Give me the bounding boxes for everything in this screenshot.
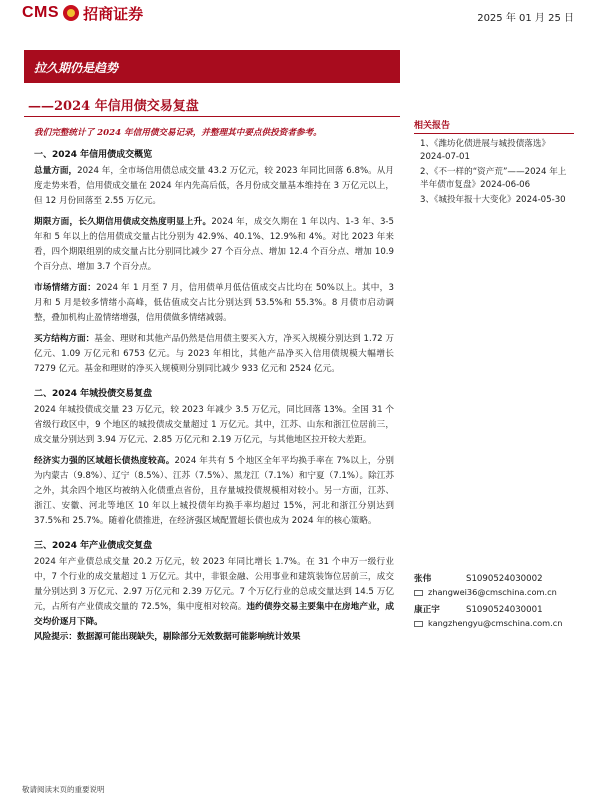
analyst-email-row	[414, 586, 584, 599]
risk-label: 风险提示：	[34, 632, 77, 642]
section-heading-2: 二、2024 年城投债交易复盘	[34, 389, 153, 399]
logo-emblem-icon	[63, 5, 79, 21]
report-link[interactable]: 2、《不一样的“资产荒”——2024 年上半年债市复盘》2024-06-06	[420, 167, 567, 190]
analyst-name: 康正宇	[414, 605, 440, 615]
mail-icon	[414, 590, 423, 596]
paragraph-text: 2024 年共有 5 个地区全年平均换手率在 7%以上，分别为内蒙古（9.8%）、辽宁（8.5%）、江苏（7.5%）、黑龙江（7.1%）和宁夏（7.1%）。除江苏之外，其余四个地区均被纳入化债重点省份，且存量城投债规模相对较小。另一方面，江苏、浙江、安徽、河北等地区 10 年以上城投债年均换手率均超过 15%，河北和浙江分别达到 37.5%和 25.7%。随着化债推进，在经济强区域配置超长债也成为 2024 年的核心策略。	[34, 456, 394, 526]
footer-note: 敬请阅读末页的重要说明	[22, 785, 105, 794]
main-content	[34, 126, 394, 651]
paragraph-key: 经济实力强的区域超长债热度较高。	[34, 456, 175, 466]
analyst-row	[414, 604, 584, 617]
paragraph-regional	[34, 454, 394, 529]
paragraph-key: 违约债券交易主要集中在房地产业，成交均价逐月下降。	[34, 602, 394, 627]
topic-banner	[24, 50, 400, 83]
analyst-name: 张伟	[414, 574, 432, 584]
title-divider	[24, 116, 400, 117]
logo-chinese: 招商证券	[83, 4, 144, 23]
paragraph-industry	[34, 555, 394, 645]
paragraph-text: 2024 年，成交久期在 1 年以内、1-3 年、3-5 年和 5 年以上的信用债成交量占比分别为 42.9%、40.1%、12.9%和 4%。对比 2023 年来看，四个期限组别的成交量占比分别同比减少 27 个百分点、增加 12.4 个百分点、增加 10.9 个百分点、增加 3.7 个百分点。	[34, 217, 394, 272]
paragraph-key: 买方结构方面：	[34, 334, 95, 344]
paragraph-text: 基金、理财和其他产品仍然是信用债主要买入方，净买入规模分别达到 1.72 万亿元、1.09 万亿元和 6753 亿元。与 2023 年相比，其他产品净买入信用债规模大幅增长 7279 亿元。基金和理财的净买入规模则分别同比减少 933 亿元和 2524 亿元。	[34, 334, 394, 374]
report-date: 2025 年 01 月 25 日	[477, 13, 574, 24]
mail-icon	[414, 621, 423, 627]
paragraph-buyers	[34, 332, 394, 377]
report-link[interactable]: 1、《潍坊化债进展与城投债落选》2024-07-01	[420, 139, 551, 162]
page-header	[0, 0, 600, 32]
report-link[interactable]: 3、《城投年报十大变化》2024-05-30	[420, 195, 566, 205]
paragraph-text: 2024 年，全市场信用债总成交量 43.2 万亿元，较 2023 年同比回落 6.8%。从月度走势来看，信用债成交量在 2024 年内先高后低，各月份成交量基本维持在 3 万亿元以上，但 12 月份回落至 2.55 万亿元。	[34, 166, 394, 206]
banner-text: 拉久期仍是趋势	[34, 61, 119, 75]
cms-logo	[22, 2, 143, 24]
lead-summary: 我们完整统计了 2024 年信用债交易记录，并整理其中要点供投资者参考。	[34, 128, 322, 138]
related-reports-heading: 相关报告	[414, 118, 574, 134]
paragraph-key: 期限方面，长久期信用债成交热度明显上升。	[34, 217, 212, 227]
analyst-email[interactable]: kangzhengyu@cmschina.com.cn	[428, 618, 563, 628]
paragraph-chengtou-volume: 2024 年城投债成交量 23 万亿元，较 2023 年减少 3.5 万亿元，同比回落 13%。全国 31 个省级行政区中，9 个地区的城投债成交量超过 1 万亿元。其中，江苏、山东和浙江位居前三，成交量分别达到 3.94 万亿元、2.85 万亿元和 2.19 万亿元，与其他地区拉开较大差距。	[34, 405, 394, 445]
paragraph-key: 总量方面，	[34, 166, 78, 176]
paragraph-text: 2024 年产业债总成交量 20.2 万亿元，较 2023 年同比增长 1.7%。在 31 个申万一级行业中，7 个行业的成交量超过 1 万亿元。其中，非银金融、公用事业和建筑装饰位居前三，成交量分别达到 3 万亿元、2.97 万亿元和 2.39 万亿元。7 个万亿行业的总成交量达到 14.5 万亿元，占所有产业债成交量的 72.5%，集中度相对较高。	[34, 557, 394, 612]
analyst-email[interactable]: zhangwei36@cmschina.com.cn	[428, 587, 557, 597]
analyst-row	[414, 573, 584, 586]
paragraph-key: 市场情绪方面：	[34, 283, 97, 293]
paragraph-sentiment	[34, 281, 394, 326]
related-reports	[414, 118, 574, 209]
paragraph-duration	[34, 215, 394, 275]
section-heading-3: 三、2024 年产业债成交复盘	[34, 541, 153, 551]
paragraph-total-volume	[34, 164, 394, 209]
analyst-id: S1090524030002	[466, 574, 543, 584]
report-title: ——2024 年信用债交易复盘	[28, 99, 199, 114]
logo-latin: CMS	[22, 4, 60, 21]
section-heading-1: 一、2024 年信用债成交概览	[34, 150, 153, 160]
paragraph-text: 2024 年 1 月至 7 月，信用债单月低估值成交占比均在 50%以上。其中，3 月和 5 月是较多情绪小高峰，低估值成交占比分别达到 53.5%和 55.3%。8 月债市启动调整，叠加机构止盈情绪增强，信用债做多情绪减弱。	[34, 283, 394, 323]
analyst-email-row	[414, 617, 584, 630]
analyst-id: S1090524030001	[466, 605, 543, 615]
analyst-list	[414, 573, 584, 635]
risk-text: 数据源可能出现缺失，剔除部分无效数据可能影响统计效果	[76, 632, 301, 642]
